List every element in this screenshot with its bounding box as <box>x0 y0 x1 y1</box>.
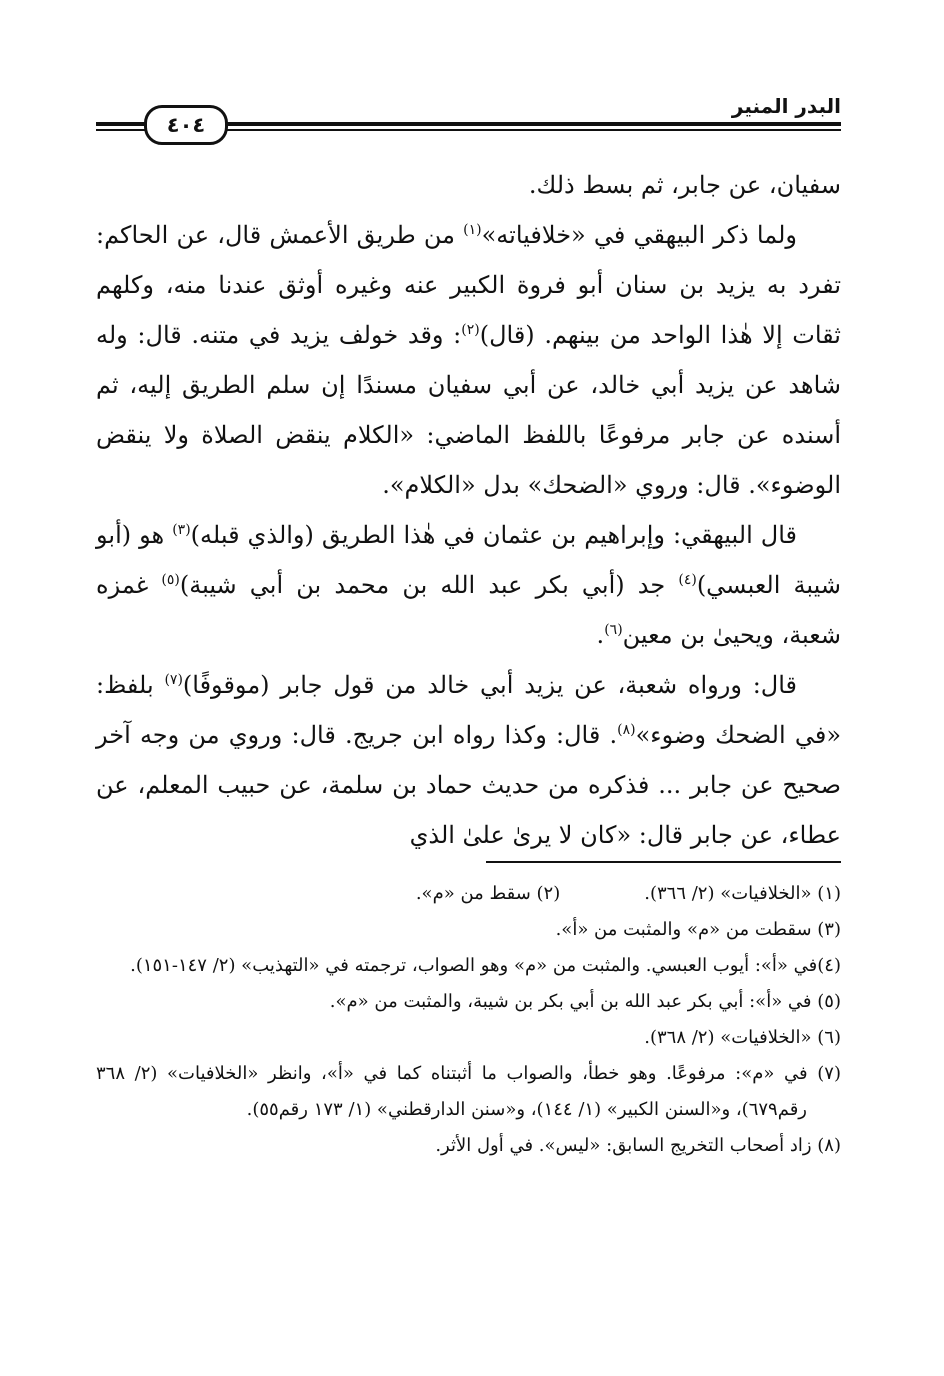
text-run: هو (أبو شيبة العبسي) <box>96 521 841 599</box>
footnote-5: (٥) في «أ»: أبي بكر عبد الله بن أبي بكر بن شيبة، والمثبت من «م». <box>329 991 841 1012</box>
text-line: سفيان، عن جابر، ثم بسط ذلك. <box>528 171 841 199</box>
text-run: قال البيهقي: وإبراهيم بن عثمان في هٰذا الطريق (والذي قبله) <box>190 521 797 549</box>
text-run: من طريق الأعمش قال، عن الحاكم: تفرد به يزيد بن سنان أبو فروة الكبير عنه وغيره أوثق عندنا منه، وكلهم ثقات إلا هٰذا الواحد من بينهم. (قال) <box>96 221 841 349</box>
text-run: : وقد خولف يزيد في متنه. قال: وله شاهد عن يزيد أبي خالد، عن أبي سفيان مسندًا إن سلم الطريق إليه، ثم أسنده عن جابر مرفوعًا باللفظ الماضي: «الكلام ينقض الصلاة ولا ينقض الوضوء». قال: وروي «الضحك» بدل «الكلام». <box>96 321 841 499</box>
footnote-ref: (٢) <box>461 322 480 338</box>
footnote-6: (٦) «الخلافيات» (٢/ ٣٦٨). <box>644 1027 841 1048</box>
main-text <box>96 160 841 860</box>
footnote-2: (٢) سقط من «م». <box>415 883 561 904</box>
footnote-separator <box>486 861 841 863</box>
page-number-frame <box>144 105 228 145</box>
footnote-7: (٧) في «م»: مرفوعًا. وهو خطأ، والصواب ما أثبتناه كما في «أ»، وانظر «الخلافيات» (٢/ ٣٦٨ رقم٦٧٩)، و«السنن الكبير» (١/ ١٤٤)، و«سنن الدارقطني» (١/ ١٧٣ رقم٥٥). <box>96 1063 841 1120</box>
footnote-row <box>96 876 841 912</box>
paragraph-continuation <box>96 160 841 210</box>
text-run: . قال: وكذا رواه ابن جريج. قال: وروي من وجه آخر صحيح عن جابر ... فذكره من حديث حماد بن سلمة، عن حبيب المعلم، عن عطاء، عن جابر قال: «كان لا يرىٰ علىٰ الذي <box>96 721 841 849</box>
footnote-ref: (٦) <box>604 622 623 638</box>
footnote-1: (١) «الخلافيات» (٢/ ٣٦٦). <box>644 883 841 904</box>
paragraph <box>96 660 841 860</box>
page-header <box>96 92 841 136</box>
footnote-ref: (١) <box>463 222 482 238</box>
text-run: غمزه شعبة، ويحيىٰ بن معين <box>96 571 841 649</box>
page-number: ٤٠٤ <box>166 113 206 137</box>
footnote-3: (٣) سقطت من «م» والمثبت من «أ». <box>555 919 841 940</box>
footnote-8: (٨) زاد أصحاب التخريج السابق: «ليس». في أول الأثر. <box>435 1135 841 1156</box>
text-run: . <box>596 621 605 649</box>
paragraph <box>96 210 841 510</box>
text-run: جد (أبي بكر عبد الله بن محمد بن أبي شيبة) <box>179 571 679 599</box>
text-run: بلفظ: «في الضحك وضوء» <box>96 671 842 749</box>
footnote-ref: (٥) <box>161 572 180 588</box>
footnote-ref: (٤) <box>678 572 697 588</box>
running-title: البدر المنير <box>731 94 841 118</box>
footnote-ref: (٣) <box>172 522 191 538</box>
footnote-4: (٤)في «أ»: أيوب العبسي. والمثبت من «م» وهو الصواب، ترجمته في «التهذيب» (٢/ ١٤٧-١٥١). <box>130 955 841 976</box>
text-run: قال: ورواه شعبة، عن يزيد أبي خالد من قول جابر (موقوفًا) <box>182 671 798 699</box>
footnote-ref: (٨) <box>617 722 636 738</box>
paragraph <box>96 510 841 660</box>
footnote-ref: (٧) <box>164 672 183 688</box>
footnotes <box>96 876 841 1164</box>
text-run: ولما ذكر البيهقي في «خلافياته» <box>481 221 797 249</box>
